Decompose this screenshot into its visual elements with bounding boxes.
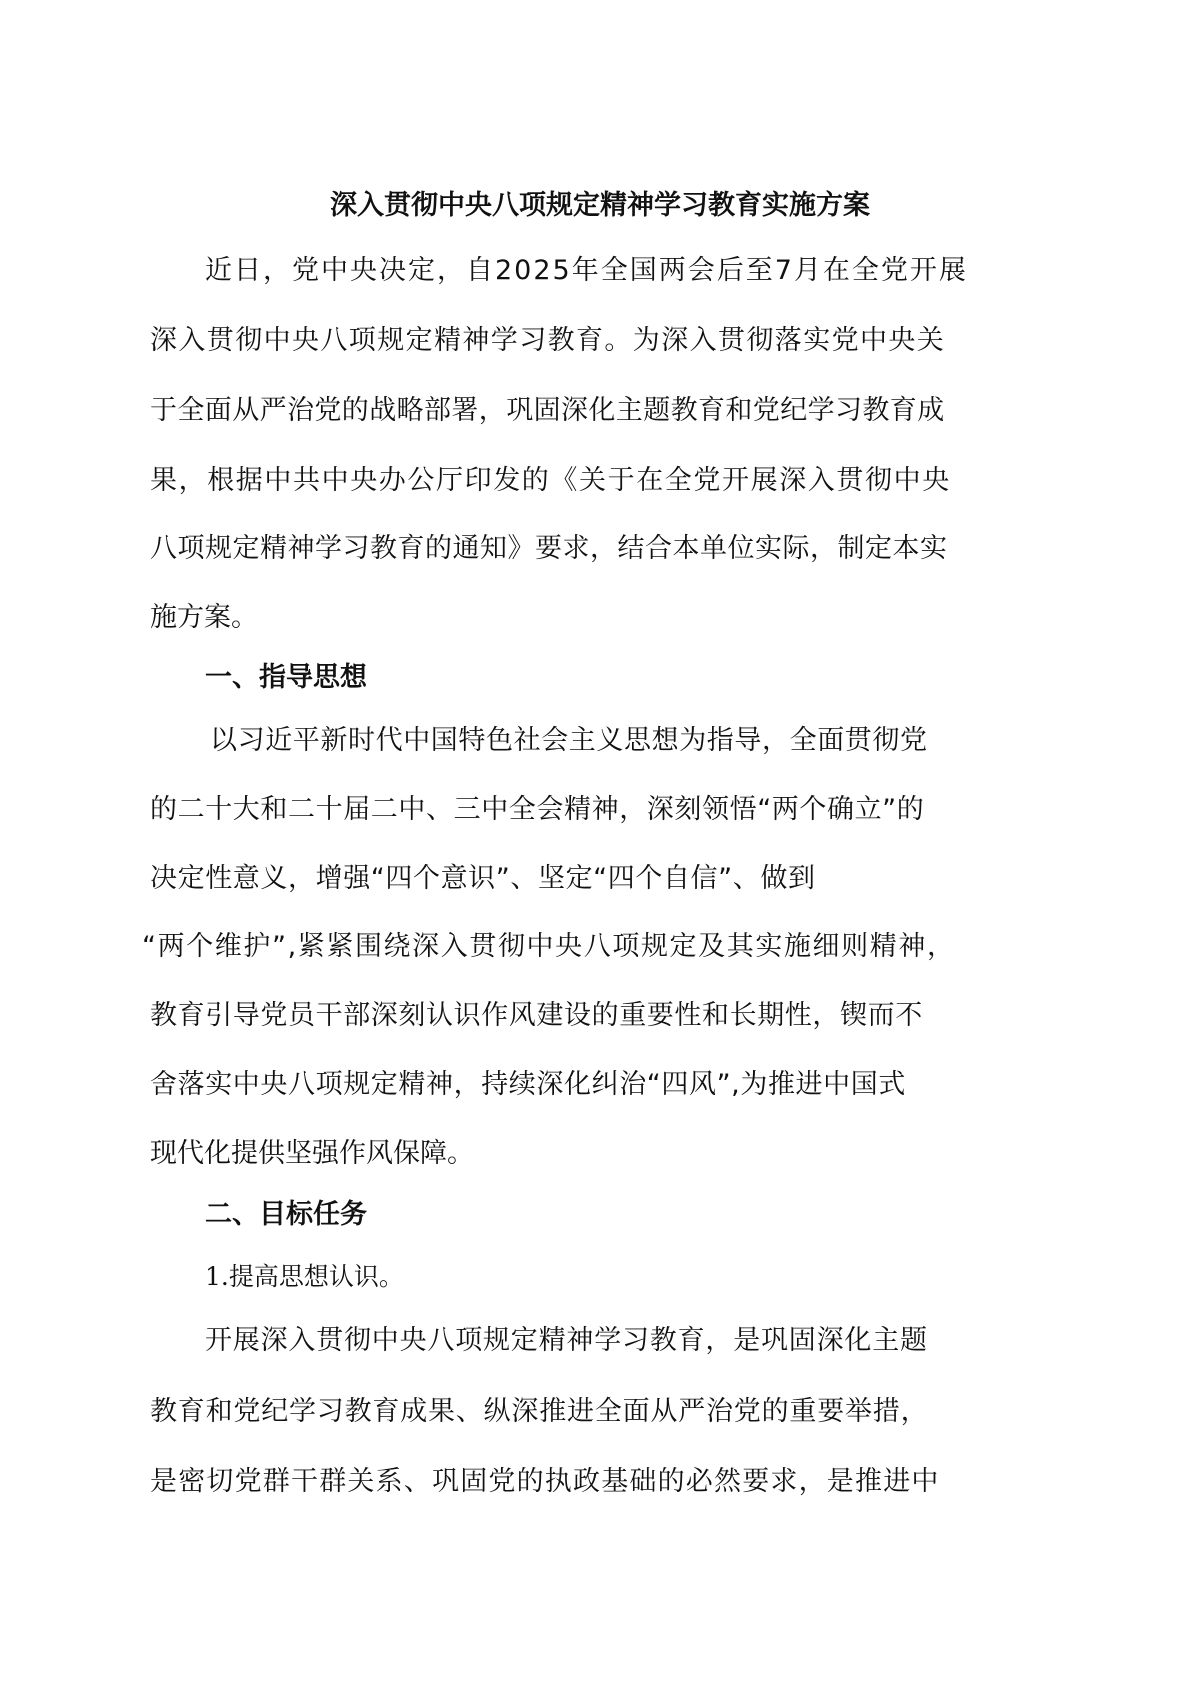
intro-line: 深入贯彻中央八项规定精神学习教育。为深入贯彻落实党中央关 (150, 325, 946, 356)
section1-line: 现代化提供坚强作风保障。 (150, 1138, 474, 1169)
subsection-heading: 1.提高思想认识。 (205, 1262, 404, 1291)
section-heading-guiding-ideology: 一、指导思想 (205, 662, 367, 693)
section1-line: 决定性意义，增强“四个意识”、坚定“四个自信”、做到 (150, 863, 816, 894)
intro-line: 八项规定精神学习教育的通知》要求，结合本单位实际，制定本实 (150, 533, 948, 564)
section1-line: 舍落实中央八项规定精神，持续深化纠治“四风”,为推进中国式 (150, 1069, 906, 1100)
intro-line: 果，根据中共中央办公厅印发的《关于在全党开展深入贯彻中央 (150, 465, 951, 496)
section1-line: 以习近平新时代中国特色社会主义思想为指导，全面贯彻党 (210, 725, 928, 756)
section2-line: 是密切党群干群关系、巩固党的执政基础的必然要求，是推进中 (150, 1466, 940, 1497)
section2-line: 教育和党纪学习教育成果、纵深推进全面从严治党的重要举措， (150, 1396, 929, 1427)
section-heading-goals-tasks: 二、目标任务 (205, 1199, 367, 1230)
section1-line: 教育引导党员干部深刻认识作风建设的重要性和长期性，锲而不 (150, 1000, 923, 1031)
document-title: 深入贯彻中央八项规定精神学习教育实施方案 (330, 190, 870, 221)
section2-line: 开展深入贯彻中央八项规定精神学习教育，是巩固深化主题 (205, 1325, 928, 1356)
section1-line: 的二十大和二十届二中、三中全会精神，深刻领悟“两个确立”的 (150, 794, 925, 825)
intro-line: 近日，党中央决定，自2025年全国两会后至7月在全党开展 (205, 255, 968, 286)
intro-line: 施方案。 (150, 602, 258, 633)
section1-line: “两个维护”,紧紧围绕深入贯彻中央八项规定及其实施细则精神， (142, 931, 956, 962)
intro-line: 于全面从严治党的战略部署，巩固深化主题教育和党纪学习教育成 (150, 395, 945, 426)
